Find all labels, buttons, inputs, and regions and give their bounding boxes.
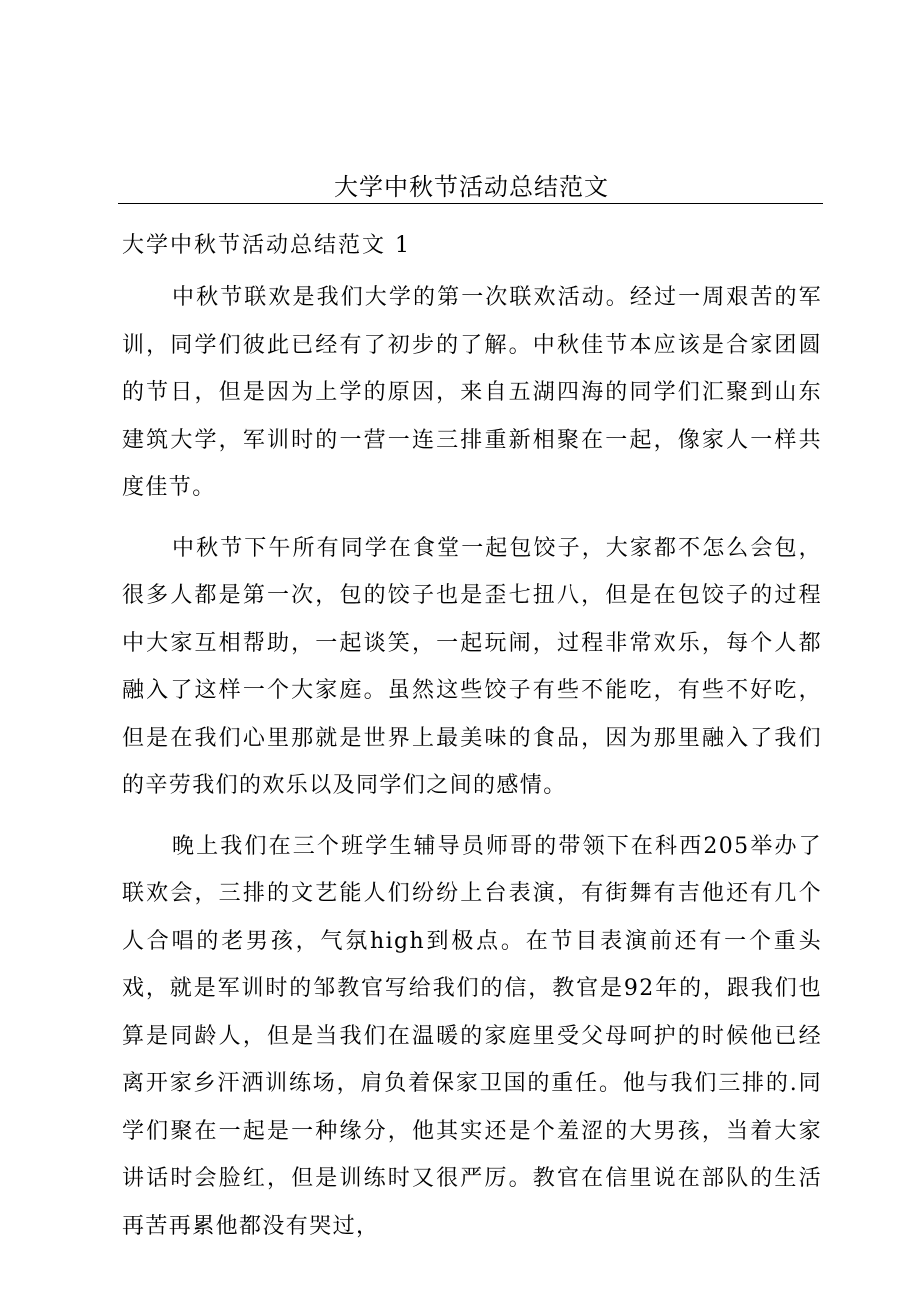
document-title: 大学中秋节活动总结范文 bbox=[334, 173, 609, 201]
paragraph-2: 中秋节下午所有同学在食堂一起包饺子，大家都不怎么会包，很多人都是第一次，包的饺子也是歪七扭八，但是在包饺子的过程中大家互相帮助，一起谈笑，一起玩闹，过程非常欢乐，每个人都融入了这样一个大家庭。虽然这些饺子有些不能吃，有些不好吃，但是在我们心里那就是世界上最美味的食品，因为那里融入了我们的辛劳我们的欢乐以及同学们之间的感情。 bbox=[122, 535, 822, 798]
paragraph-1: 中秋节联欢是我们大学的第一次联欢活动。经过一周艰苦的军训，同学们彼此已经有了初步的了解。中秋佳节本应该是合家团圆的节日，但是因为上学的原因，来自五湖四海的同学们汇聚到山东建筑大学，军训时的一营一连三排重新相聚在一起，像家人一样共度佳节。 bbox=[122, 285, 822, 500]
title-divider bbox=[118, 203, 823, 204]
section-heading: 大学中秋节活动总结范文 1 bbox=[122, 233, 411, 258]
body-text bbox=[122, 274, 822, 1263]
paragraph-3: 晚上我们在三个班学生辅导员师哥的带领下在科西205举办了联欢会，三排的文艺能人们纷纷上台表演，有街舞有吉他还有几个人合唱的老男孩，气氛high到极点。在节目表演前还有一个重头戏，就是军训时的邹教官写给我们的信，教官是92年的，跟我们也算是同龄人，但是当我们在温暖的家庭里受父母呵护的时候他已经离开家乡汗洒训练场，肩负着保家卫国的重任。他与我们三排的.同学们聚在一起是一种缘分，他其实还是个羞涩的大男孩，当着大家讲话时会脸红，但是训练时又很严厉。教官在信里说在部队的生活再苦再累他都没有哭过， bbox=[122, 833, 822, 1239]
